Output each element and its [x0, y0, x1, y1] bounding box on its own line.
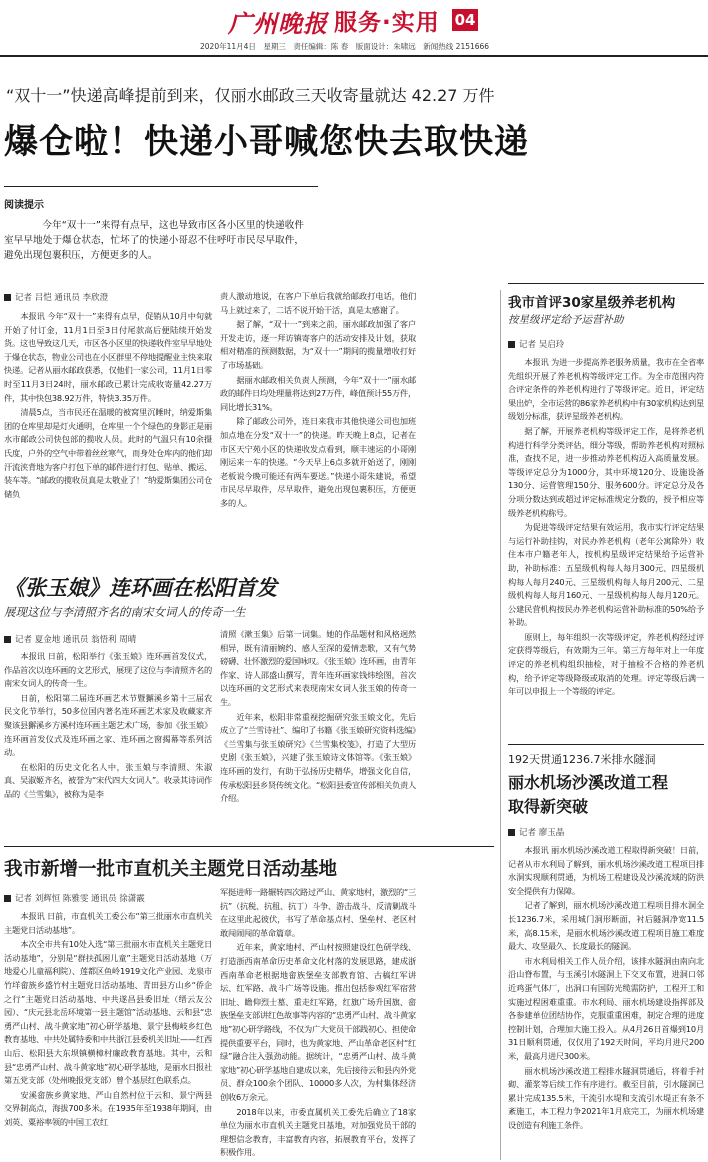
masthead — [0, 0, 708, 60]
byline-marker-icon — [4, 294, 11, 301]
lead-kicker: “双十一”快递高峰提前到来，仅丽水邮政三天收寄量就达 42.27 万件 — [6, 86, 495, 105]
lead-paragraph: 据丽水邮政相关负责人预测，今年“双十一”丽水邮政的邮件日均处理量将达到27万件，峰值预计55万件，同比增长31%。 — [220, 374, 416, 412]
story3-byline — [4, 892, 145, 904]
story5-byline-text: 记者 廖玉晶 — [519, 828, 565, 838]
story2-paragraph: 近年来，松阳非常重视挖掘研究张玉娘文化，先后成立了“兰雪诗社”、编印了书籍《张玉娘研究资料选编》《兰雪集与张玉娘研究》《兰雪集校笺》，打造了大型历史剧《张玉娘》，兴建了张玉娘诗文体馆等。《张玉娘》连环画的发行，有助于弘扬历史精华，增强文化自信，传承松阳县乡贤传统文化。“松阳县委宣传部相关负责人介绍。 — [220, 711, 416, 804]
story5-paragraph: 记者了解到，丽水机场沙溪改道工程项目排水洞全长1236.7米，采用城门洞形断面，衬后隧洞净宽11.5米，高8.15米，是丽水机场沙溪改道工程项目施工难度最大、攻坚最久、长度最长的隧洞。 — [508, 900, 704, 952]
story3-paragraph: 2018年以来，市委直属机关工委先后确立了18家单位为丽水市直机关主题党日基地，对加强党员干部的理想信念教育，丰富教育内容，拓展教育平台，发挥了积极作用。 — [220, 1106, 416, 1158]
story2-paragraph: 在松阳的历史文化名人中，张玉娘与李清照、朱淑真、吴淑姬齐名，被誉为“宋代四大女词人”。收录其诗词作品的《兰雪集》，被称为是李 — [4, 761, 212, 799]
masthead-rule — [0, 55, 708, 57]
lead-headline: 爆仓啦！快递小哥喊您快去取快递 — [4, 122, 529, 162]
story4-subhead: 按星级评定给予运营补助 — [508, 314, 624, 326]
lead-paragraph: 责人激动地说，在客户下单后我就给邮政打电话，他们马上就过来了，二话不说开始干活，真是太感谢了。 — [220, 291, 416, 315]
story4-body — [508, 356, 704, 740]
story4-paragraph: 为促进等级评定结果有效运用，我市实行评定结果与运行补助挂钩，对民办养老机构（老年公寓除外）收住本市户籍老年人，按机构星级评定结果给予运营补助，补助标准：五星级机构每人每月300元、四星级机构每人每月240元、三星级机构每人每月200元、二星级机构每人每月160元、一星级机构每人每月120元。公建民营机构按民办养老机构运营补助标准的50%给予补助。 — [508, 522, 704, 628]
story3-paragraph: 本报讯 日前，市直机关工委公布“第三批丽水市直机关主题党日活动基地”。 — [4, 911, 212, 935]
story3-column-2 — [220, 886, 416, 1160]
tips-rule — [4, 186, 318, 187]
section-title: 服务·实用 — [334, 10, 440, 36]
story4-paragraph: 据了解，开展养老机构等级评定工作，是将养老机构进行科学分类评估，细分等级，帮助养老机构对照标准，查找不足，进一步推动养老机构迈入高质量发展。等级评定总分为1000分，其中环境120分、设施设备130分、运营管理150分、服务600分。评定总分及各分项分数达到或超过评定标准规定分数的，授予相应等级养老机构称号。 — [508, 425, 704, 518]
story2-byline-text: 记者 夏金地 通讯员 翁悟利 周晴 — [15, 635, 137, 645]
story4-paragraph: 原则上，每年组织一次等级评定，养老机构经过评定获得等级后，有效期为三年。第三方每年对上一年度评定的养老机构组织抽检，对于抽检不合格的养老机构，给予评定等级降级或取消的处理。评定等级后满一年可以申报上一个等级的评定。 — [508, 631, 704, 697]
story2-headline: 《张玉娘》连环画在松阳首发 — [4, 576, 277, 600]
story2-byline — [4, 633, 136, 645]
story5-paragraph: 市水利局相关工作人员介绍，该排水隧洞由南向北沿山脊布置，与玉溪引水隧洞上下交叉布置，进洞口邻近鸡蛋气体厂，出洞口有国防光缆需防护，工程开工和实施过程困难重重。市水利局、丽水机场建设指挥部及各参建单位团结协作，克服重重困难，制定合理的进度控制计划，合理加大施工投入。从4月26日首爆到10月31日顺利贯通，仅仅用了192天时间，平均月进尺200米，最高月进尺300米。 — [508, 955, 704, 1061]
story4-byline-text: 记者 吴启玲 — [519, 340, 565, 350]
story3-headline: 我市新增一批市直机关主题党日活动基地 — [4, 859, 338, 880]
story3-paragraph: 军挺进师一路辗转四次路过严山、黄家地村，激烈的“三抗”（抗税、抗租、抗丁）斗争、游击战斗、反清剿战斗在这里此起彼伏，书写了革命基点村、堡垒村、老区村敢闯闹闯的革命篇章。 — [220, 887, 416, 938]
story3-paragraph: 本次全市共有10处入选“第三批丽水市直机关主题党日活动基地”，分别是“群扶孤困儿童”主题党日活动基地（万地爱心儿童福利院）、莲都区鱼岭1919文化产业园、龙泉市竹垟畲族乡盛竹村主题党日活动基地、青田县方山乡“侨企之行”主题党日活动基地、中共遂昌县委旧址（缙云友公园）、“庆元县北岳环境第一县主题馆”活动基地、云和县“忠勇严山村、战斗黄家地”初心研学基地、景宁县梅岐乡红色教育基地、中共处属特委和中共浙江县委机关旧址——红西山后、松阳县大东坝镇横樟村廉政教育基地。其中，云和县“忠勇严山村、战斗黄家地”初心研学基地，是丽水日报社第五党支部（处州晚报党支部）曾个基层红色联系点。 — [4, 939, 212, 1086]
story2-column-1 — [4, 650, 212, 842]
story5-paragraph: 本报讯 丽水机场沙溪改道工程取得新突破！日前，记者从市水利局了解到，丽水机场沙溪改道工程项目排水洞实现顺利贯通，为机场工程建设及沙溪流域的防洪安全提供有力保障。 — [508, 845, 704, 896]
lead-byline-text: 记者 吕恺 通讯员 李欣澄 — [15, 293, 109, 303]
paper-name: 广州晚报 — [228, 9, 328, 38]
lead-paragraph: 据了解，“双十一”到来之前，丽水邮政加强了客户开发走访，逐一拜访镇寄客户的活动安排及计划，获取相对精准的预测数据，为“双十一”期间的揽量增收打好了市场基础。 — [220, 319, 416, 370]
story5-body — [508, 844, 704, 1160]
story4-headline: 我市首评30家星级养老机构 — [508, 295, 676, 311]
story5-kicker: 192天贯通1236.7米排水隧洞 — [508, 753, 656, 766]
story2-paragraph: 日前，松阳第二届连环画艺术节暨獬溪乡第十三届农民文化节举行，50多位国内著名连环画艺术家及收藏家齐聚该县獬溪乡方溪村连环画主题艺术广场，参加《张玉娘》连环画首发仪式及连环画之家、连环画之窗揭幕等系列活动。 — [4, 692, 212, 758]
lead-column-2 — [220, 290, 416, 560]
story3-byline-text: 记者 刘辉恒 陈雅雯 通讯员 徐潇霰 — [15, 894, 145, 904]
tips-text: 今年“双十一”来得有点早，这也导致市区各小区里的快递收件室早早地处于爆仓状态，忙坏了的快递小哥忍不住呼吁市民尽早取件，避免出现包裹积压，方便更多的人。 — [4, 220, 304, 261]
story2-paragraph: 本报讯 日前，松阳举行《张玉娘》连环画首发仪式，作品首次以连环画的文艺形式，展现了这位与李清照齐名的南宋女词人的传奇一生。 — [4, 651, 212, 689]
lead-paragraph: 清晨5点，当市民还在温暖的被窝里沉睡时，纳爱斯集团的仓库里却是灯火通明，仓库里一个个绿色的身影正是丽水市邮政公司快包部的揽收人员。此时的气温只有10余摄氏度，户外的空气中带着丝丝寒气，而身处仓库内的他们却汗流浃背地为客户打包下单的邮件进行打包、贴单、搬运、装车等。“邮政的揽收员真是太敬业了！”纳爱斯集团公司仓储负 — [4, 407, 212, 499]
dateline: 2020年11月4日 星期三 责任编辑：陈 春 版面设计：朱啸远 新闻热线 2151666 — [200, 42, 490, 51]
story5-headline-line2: 取得新突破 — [508, 797, 589, 816]
story5-top-rule — [508, 744, 704, 745]
lead-paragraph: 除了邮政公司外，连日来我市其他快递公司也加班加点地在分发“双十一”的快递。昨天晚上8点，记者在市区天宁苑小区的快递收发点看到，顺丰速运的小哥刚刚运来一车的快递。“今天早上6点多就开始送了，刚刚老板说今晚可能还有两车要送。”快递小哥朱建说，希望市民尽早取件，尽早取件，避免出现包裹积压，方便更多的人。 — [220, 416, 416, 508]
story4-byline — [508, 338, 564, 350]
story4-paragraph: 本报讯 为进一步提高养老服务质量，我市在全省率先组织开展了养老机构等级评定工作。为全市范围内符合评定条件的养老机构进行了等级评定。近日，评定结果出炉，全市运营的86家养老机构中有30家机构达到星级划分标准，获评星级养老机构。 — [508, 357, 704, 422]
byline-marker-icon — [4, 895, 11, 902]
byline-marker-icon — [4, 636, 11, 643]
story5-headline-line1: 丽水机场沙溪改道工程 — [508, 773, 669, 792]
lead-byline — [4, 291, 108, 303]
story5-paragraph: 丽水机场沙溪改道工程排水隧洞贯通后，将着手衬砌、灌浆等后续工作有序进行。截至目前，引水隧洞已累计完成135.5米，干流引水堤和支流引水堤正有条不紊施工，本工程力争2021年1月底完工，为丽水机场建设创造有利施工条件。 — [508, 1065, 704, 1130]
lead-paragraph: 本报讯 今年“双十一”来得有点早，促销从10月中旬就开始了付订金，11月1日至3日付尾款高后便陆续开始发货。这也导致这几天，市区各小区里的快递收件室早早地处于爆仓状态，物业公司也在小区群里不停地提醒业主快来取快递。记者从丽水邮政获悉，仅他们一家公司，11月1日零时至11月3日24时，丽水邮政已累计完成收寄量42.27万件，其中快包38.92万件，特快3.35万件。 — [4, 311, 212, 403]
story4-top-rule — [508, 283, 704, 284]
tips-title: 阅读提示 — [4, 200, 44, 211]
story2-column-2 — [220, 628, 416, 842]
story3-column-1 — [4, 910, 212, 1160]
story3-paragraph: 近年来，黄家地村、严山村按照建设红色研学线、打造浙西南革命历史革命文化村落的发展思路，建成浙西南革命老根据地畲族堡垒支部教育馆、古稿红军讲坛、红军路、战斗广场等设施。推出包括参观红军宿营旧址、瞻仰烈士墓、重走红军路，红旗广场升国旗、畲族堡垒支部讲红色故事等内容的“忠勇严山村、战斗黄家地”初心研学路线，不仅为广大党员干部践初心、担使命提供重要平台，同时，也为黄家地、严山革命老区村“红绿”融合注入强劲动能。据统计，“忠勇严山村、战斗黄家地”初心研学基地自建成以来，先后接待云和县内外党员、群众100余个团队、10000多人次，为村集体经济创收6万余元。 — [220, 942, 416, 1102]
story3-top-rule — [4, 846, 494, 847]
story3-paragraph: 安溪畲族乡黄家地、严山自然村位于云和、景宁两县交界制高点，海拔700多米。在1935年至1938年期间，由刘英、粟裕率领的中国工农红 — [4, 1089, 212, 1127]
story2-paragraph: 清照《漱玉集》后第一词集。她的作品题材和风格迥然相异，既有清丽婉约、感人至深的爱情悲歌，又有气势磅礴、壮怀激烈的爱国咏叹。《张玉娘》连环画，由青年作家、诗人邵盛山撰写，青年连环画家钱炜绘图，首次以连环画的文艺形式来表现南宋女词人张玉娘的传奇一生。 — [220, 629, 416, 707]
story5-byline — [508, 826, 564, 838]
story2-subhead: 展现这位与李清照齐名的南宋女词人的传奇一生 — [4, 605, 246, 619]
lead-column-1 — [4, 310, 212, 560]
column-divider — [500, 290, 501, 1160]
byline-marker-icon — [508, 341, 515, 348]
byline-marker-icon — [508, 829, 515, 836]
page-number: 04 — [452, 9, 478, 31]
